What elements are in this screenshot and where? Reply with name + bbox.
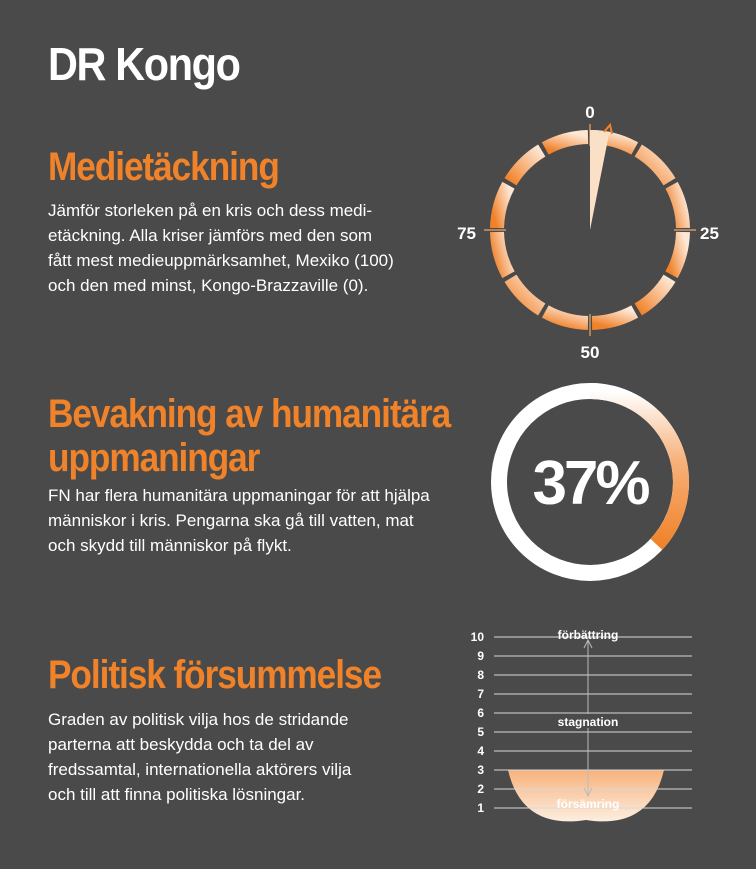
politics-line-3: fredssamtal, internationella aktörers vilja: [48, 760, 352, 779]
politics-line-2: parterna att beskydda och ta del av: [48, 735, 314, 754]
dial-label-25: 25: [700, 224, 719, 243]
dial-segment: [497, 232, 508, 275]
dial-segment: [545, 137, 588, 148]
appeals-line-3: och skydd till människor på flykt.: [48, 536, 292, 555]
scale-number: 6: [477, 706, 484, 720]
scale-number: 7: [477, 687, 484, 701]
scale-level-fill: [508, 770, 664, 821]
dial-label-75: 75: [457, 224, 476, 243]
media-line-2: etäckning. Alla kriser jämförs med den som: [48, 226, 373, 245]
dial-segment: [510, 150, 541, 181]
appeals-heading-line-1: Bevakning av humanitära: [48, 392, 451, 436]
scale-numbers: [471, 630, 485, 815]
media-line-4: och den med minst, Kongo-Brazzaville (0).: [48, 276, 369, 295]
scale-number: 4: [477, 744, 484, 758]
page-title: DR Kongo: [48, 38, 240, 90]
appeals-heading: [48, 392, 450, 480]
scale-number: 10: [470, 630, 484, 644]
appeals-heading-line-2: uppmaningar: [48, 436, 260, 480]
scale-bottom-label: försämring: [556, 797, 620, 811]
dial-needle: [590, 130, 609, 230]
media-heading: Medietäckning: [48, 145, 279, 189]
scale-number: 9: [477, 649, 484, 663]
media-coverage-dial: [457, 98, 730, 368]
dial-segment: [638, 150, 669, 181]
politics-description: [48, 707, 351, 807]
scale-number: 1: [477, 801, 484, 815]
media-line-3: fått mest medieuppmärksamhet, Mexiko (100): [48, 251, 394, 270]
dial-segment: [672, 232, 683, 275]
dial-label-50: 50: [580, 343, 600, 362]
dial-segment: [545, 312, 588, 323]
appeals-percent-ring: [488, 380, 692, 584]
dial-segment: [638, 278, 669, 309]
dial-segment: [497, 185, 508, 228]
politics-line-4: och till att finna politiska lösningar.: [48, 785, 306, 804]
scale-number: 5: [477, 725, 484, 739]
appeals-percent-label: 37%: [532, 449, 648, 518]
political-scale: [470, 624, 700, 824]
appeals-line-2: människor i kris. Pengarna ska gå till vatten, mat: [48, 511, 414, 530]
scale-top-label: förbättring: [557, 628, 619, 642]
scale-number: 2: [477, 782, 484, 796]
politics-line-1: Graden av politisk vilja hos de stridande: [48, 710, 349, 729]
media-line-1: Jämför storleken på en kris och dess medi-: [48, 201, 373, 220]
media-description: [48, 198, 394, 298]
dial-segment: [592, 312, 635, 323]
appeals-description: [48, 483, 430, 558]
dial-segment: [672, 185, 683, 228]
dial-segment: [510, 278, 541, 309]
dial-label-0: 0: [585, 103, 595, 122]
politics-heading: Politisk försummelse: [48, 653, 381, 697]
scale-number: 8: [477, 668, 484, 682]
appeals-line-1: FN har flera humanitära uppmaningar för att hjälpa: [48, 486, 430, 505]
scale-mid-label: stagnation: [557, 715, 619, 729]
scale-number: 3: [477, 763, 484, 777]
